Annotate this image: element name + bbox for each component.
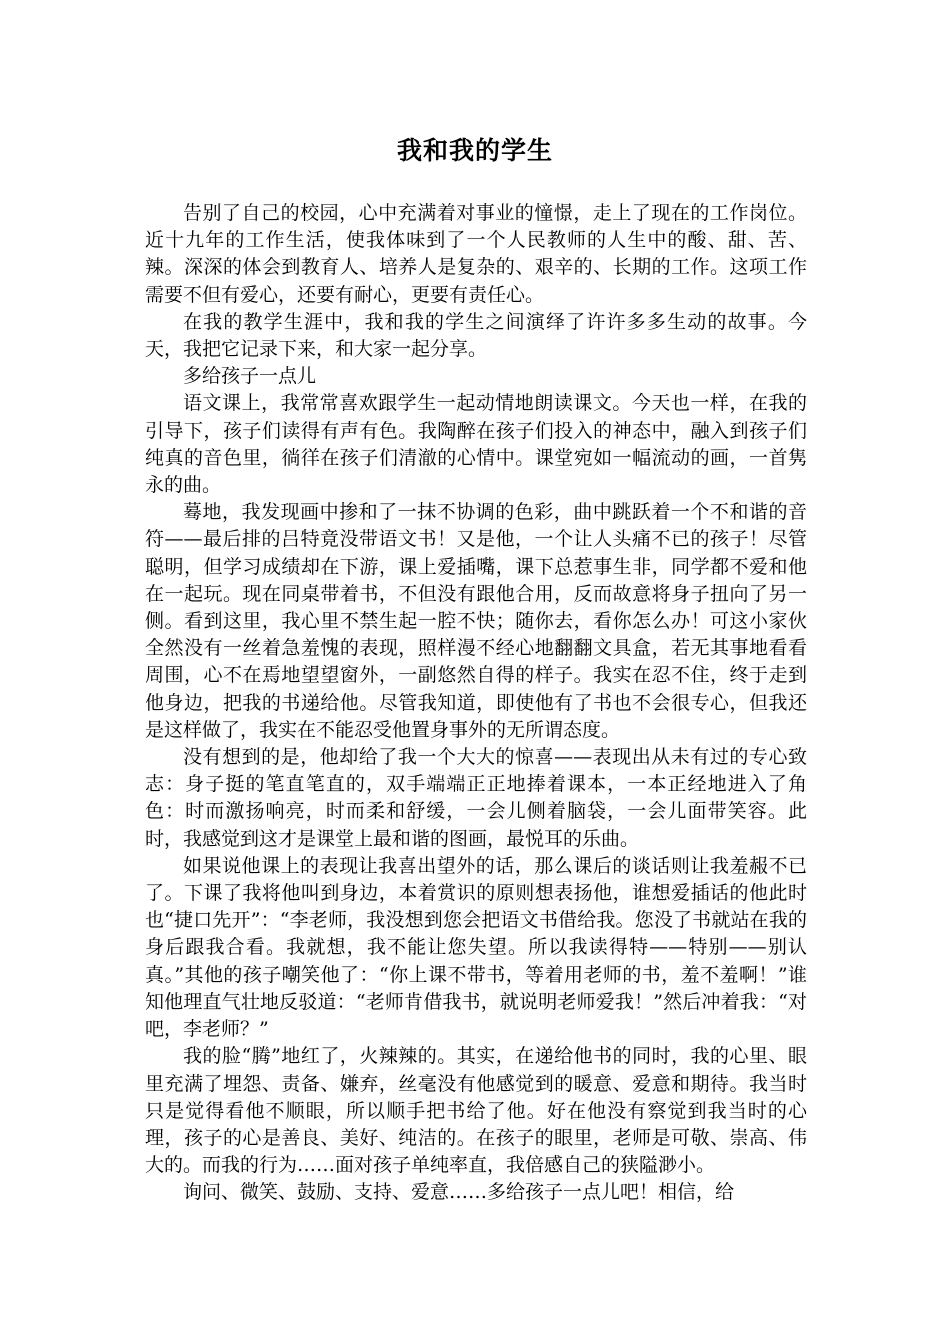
- paragraph-2: 在我的教学生涯中，我和我的学生之间演绎了许许多多生动的故事。今天，我把它记录下来，和大家一起分享。: [145, 310, 807, 361]
- paragraph-3: 语文课上，我常常喜欢跟学生一起动情地朗读课文。今天也一样，在我的引导下，孩子们读得有声有色。我陶醉在孩子们投入的神态中，融入到孩子们纯真的音色里，徜徉在孩子们清澈的心情中。课堂宛如一幅流动的画，一首隽永的曲。: [145, 392, 807, 497]
- document-body: [145, 200, 807, 1207]
- paragraph-5: 没有想到的是，他却给了我一个大大的惊喜——表现出从未有过的专心致志：身子挺的笔直笔直的，双手端端正正地捧着课本，一本正经地进入了角色：时而激扬响亮，时而柔和舒缓，一会儿侧着脑袋，一会儿面带笑容。此时，我感觉到这才是课堂上最和谐的图画，最悦耳的乐曲。: [145, 746, 807, 850]
- paragraph-1: 告别了自己的校园，心中充满着对事业的憧憬，走上了现在的工作岗位。近十九年的工作生活，使我体味到了一个人民教师的人生中的酸、甜、苦、辣。深深的体会到教育人、培养人是复杂的、艰辛的、长期的工作。这项工作需要不但有爱心，还要有耐心，更要有责任心。: [145, 202, 807, 306]
- paragraph-7: 我的脸“腾”地红了，火辣辣的。其实，在递给他书的同时，我的心里、眼里充满了埋怨、责备、嫌弃，丝毫没有他感觉到的暖意、爱意和期待。我当时只是觉得看他不顺眼，所以顺手把书给了他。好在他没有察觉到我当时的心理，孩子的心是善良、美好、纯洁的。在孩子的眼里，老师是可敬、崇高、伟大的。而我的行为……面对孩子单纯率直，我倍感自己的狭隘渺小。: [145, 1045, 807, 1177]
- paragraph-6: 如果说他课上的表现让我喜出望外的话，那么课后的谈话则让我羞赧不已了。下课了我将他叫到身边，本着赏识的原则想表扬他，谁想爱插话的他此时也“捷口先开”：“李老师，我没想到您会把语文书借给我。您没了书就站在我的身后跟我合看。我就想，我不能让您失望。所以我读得特——特别——别认真。”其他的孩子嘲笑他了：“你上课不带书，等着用老师的书，羞不羞啊！”谁知他理直气壮地反驳道：“老师肯借我书，就说明老师爱我！”然后冲着我：“对吧，李老师？”: [145, 854, 807, 1041]
- section-heading: 多给孩子一点儿: [183, 365, 317, 388]
- document-title: 我和我的学生: [396, 136, 553, 165]
- paragraph-4: 蓦地，我发现画中掺和了一抹不协调的色彩，曲中跳跃着一个不和谐的音符——最后排的吕特竟没带语文书！又是他，一个让人头痛不已的孩子！尽管聪明，但学习成绩却在下游，课上爱插嘴，课下总惹事生非，同学都不爱和他在一起玩。现在同桌带着书，不但没有跟他合用，反而故意将身子扭向了另一侧。看到这里，我心里不禁生起一腔不快；随你去，看你怎么办！可这小家伙全然没有一丝着急羞愧的表现，照样漫不经心地翻翻文具盒，若无其事地看看周围，心不在焉地望望窗外，一副悠然自得的样子。我实在忍不住，终于走到他身边，把我的书递给他。尽管我知道，即使他有了书也不会很专心，但我还是这样做了，我实在不能忍受他置身事外的无所谓态度。: [145, 501, 807, 741]
- paragraph-8: 询问、微笑、鼓励、支持、爱意……多给孩子一点儿吧！相信，给: [183, 1181, 735, 1204]
